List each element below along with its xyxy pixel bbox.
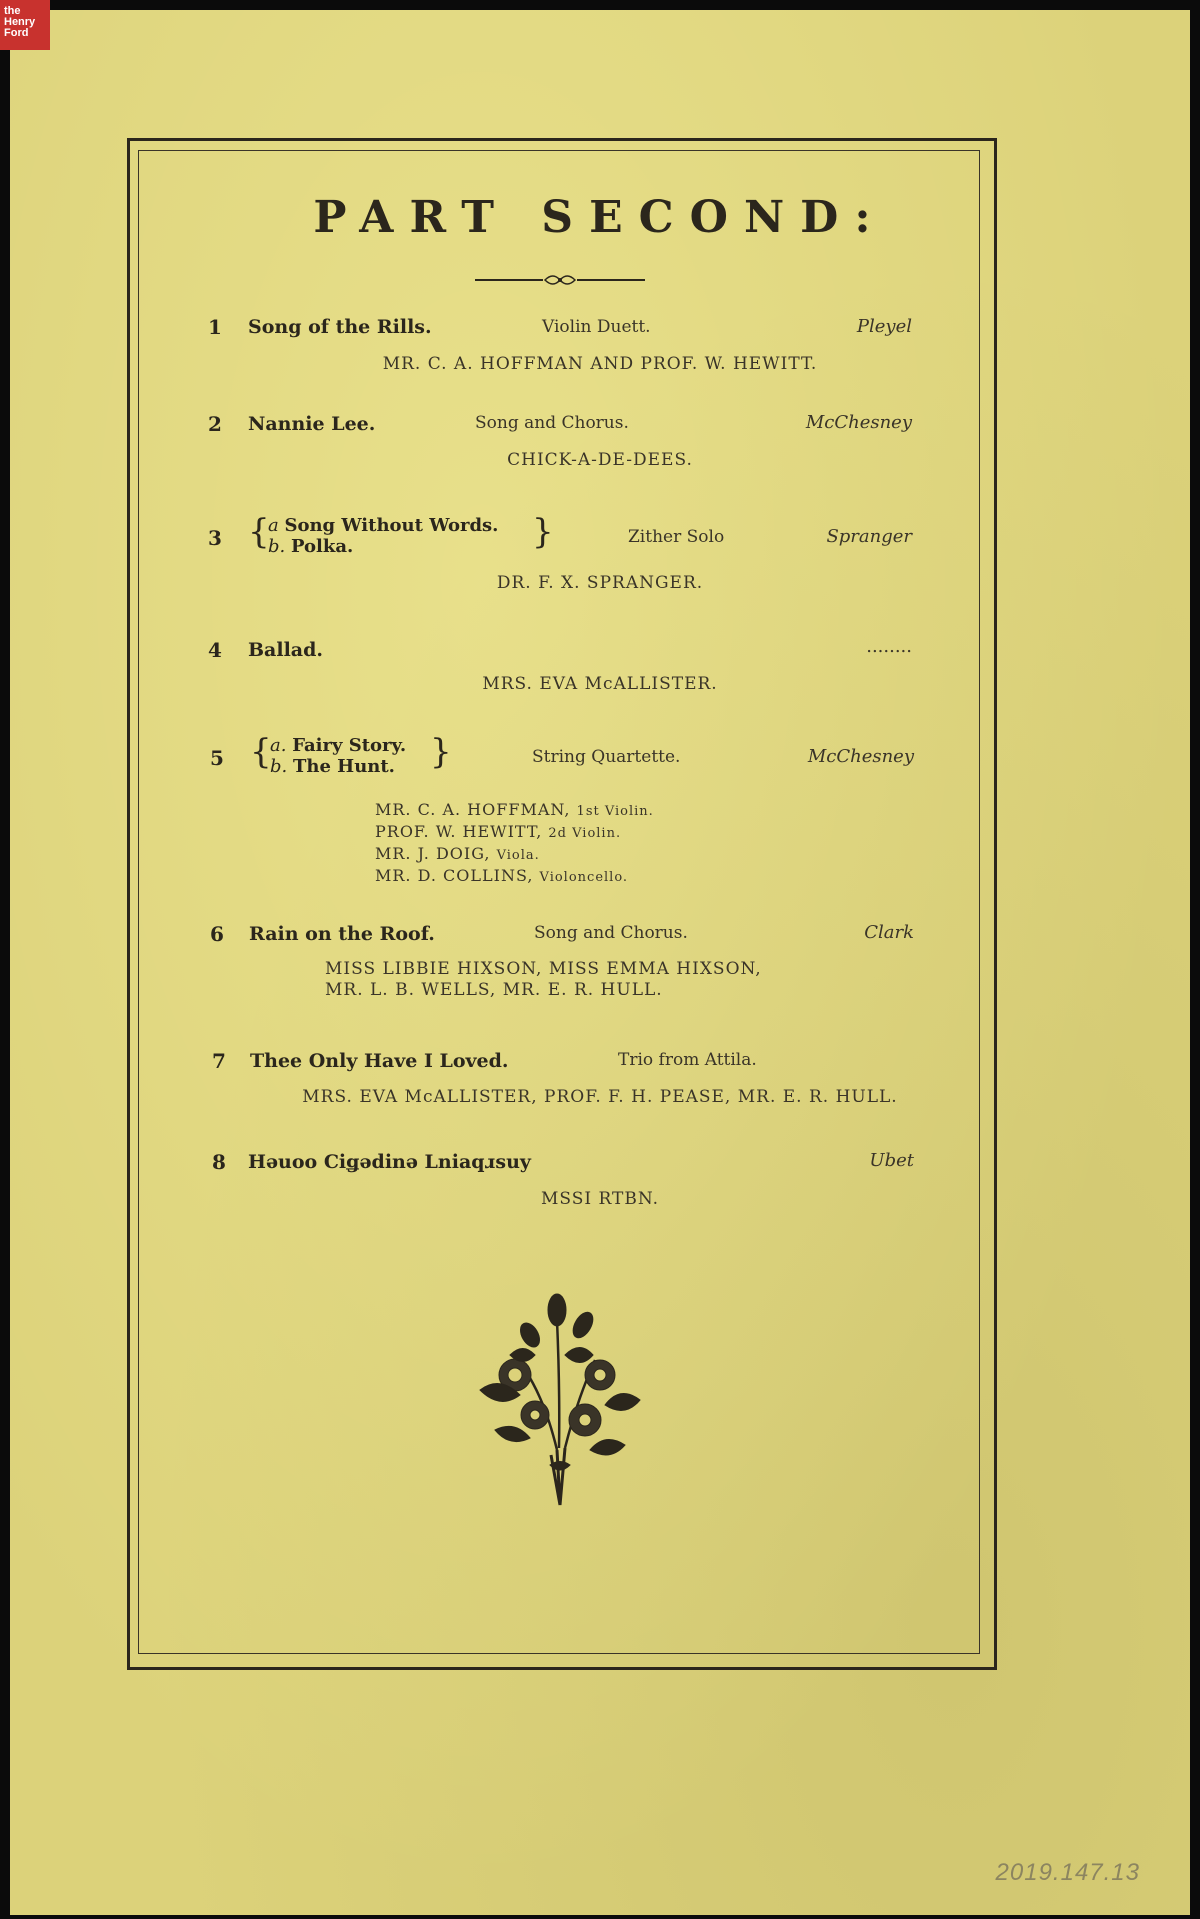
item-3-sub-a-mark: a (268, 515, 279, 536)
item-5-right-brace: } (430, 732, 452, 772)
item-5-sub-a (270, 736, 406, 756)
item-1-performers: MR. C. A. HOFFMAN AND PROF. W. HEWITT. (382, 354, 818, 374)
performer-name: MR. D. COLLINS, (375, 866, 534, 885)
item-4-composer: ........ (866, 636, 912, 657)
item-3-sub-b-mark: b. (268, 536, 286, 557)
item-6-number: 6 (210, 922, 224, 946)
item-5-kind: String Quartette. (532, 747, 681, 767)
item-2-performers: CHICK-A-DE-DEES. (507, 450, 693, 470)
item-1-title: Song of the Rills. (248, 316, 432, 338)
item-3-number: 3 (208, 526, 222, 550)
item-8-title: Hǝuoo Ciǥǝdinǝ Lniaqɹsuy (248, 1151, 531, 1173)
item-3-performers: DR. F. X. SPRANGER. (496, 573, 704, 593)
item-5-number: 5 (210, 746, 224, 770)
item-5-sub-a-mark: a. (270, 735, 287, 756)
item-7-kind: Trio from Attila. (618, 1050, 757, 1070)
item-4-performers: MRS. EVA McALLISTER. (482, 674, 718, 694)
item-3-composer: Spranger (826, 526, 912, 547)
item-7-performers: MRS. EVA McALLISTER, PROF. F. H. PEASE, MR. E. R. HULL. (302, 1087, 898, 1107)
item-5-sub-b-title: The Hunt. (292, 756, 395, 777)
item-5-composer: McChesney (807, 746, 914, 767)
item-5-performer-list (375, 800, 654, 888)
item-1-kind: Violin Duett. (542, 317, 651, 337)
item-5-sub-b-mark: b. (270, 756, 288, 777)
item-7-title: Thee Only Have I Loved. (250, 1050, 509, 1072)
performer-role: 1st Violin. (576, 804, 654, 819)
flower-bouquet-icon (465, 1280, 655, 1510)
performer-name: MR. J. DOIG, (375, 844, 491, 863)
item-4-title: Ballad. (248, 639, 324, 661)
logo-line-2: Henry (4, 16, 36, 28)
page-title: PART SECOND: (313, 192, 887, 243)
performer-role: 2d Violin. (548, 826, 622, 841)
item-5-performer-1 (375, 800, 654, 822)
item-5-sub-a-title: Fairy Story. (292, 735, 407, 756)
catalog-number: 2019.147.13 (995, 1859, 1140, 1886)
item-3-left-brace: { (248, 512, 270, 552)
performer-role: Violoncello. (539, 870, 629, 885)
item-8-performers: MSSI RTBN. (540, 1189, 660, 1209)
item-5-performer-3 (375, 844, 654, 866)
item-6-composer: Clark (864, 922, 914, 943)
item-3-sub-a (268, 516, 498, 536)
item-6-title: Rain on the Roof. (249, 923, 435, 945)
item-2-composer: McChesney (805, 412, 912, 433)
item-5-performer-4 (375, 866, 654, 888)
performer-name: MR. C. A. HOFFMAN, (375, 800, 571, 819)
divider-ornament-icon (475, 272, 645, 288)
item-8-composer: Ubet (869, 1150, 914, 1171)
item-6-performers-line-2: MR. L. B. WELLS, MR. E. R. HULL. (325, 980, 663, 1000)
logo-line-1: the (4, 5, 21, 17)
item-5-sub-b (270, 757, 395, 777)
item-3-sub-b (268, 537, 353, 557)
henry-ford-logo (0, 0, 50, 50)
item-7-number: 7 (212, 1049, 226, 1073)
item-3-kind: Zither Solo (628, 527, 725, 547)
item-1-number: 1 (208, 315, 222, 339)
item-2-title: Nannie Lee. (248, 413, 376, 435)
performer-name: PROF. W. HEWITT, (375, 822, 543, 841)
item-8-number: 8 (212, 1150, 226, 1174)
performer-role: Viola. (496, 848, 540, 863)
item-5-performer-2 (375, 822, 654, 844)
item-3-sub-a-title: Song Without Words. (284, 515, 499, 536)
logo-line-3: Ford (4, 27, 29, 39)
item-5-left-brace: { (250, 732, 272, 772)
item-2-number: 2 (208, 412, 222, 436)
item-4-number: 4 (208, 638, 222, 662)
item-1-composer: Pleyel (856, 316, 912, 337)
item-2-kind: Song and Chorus. (475, 413, 629, 433)
item-3-right-brace: } (532, 512, 554, 552)
item-3-sub-b-title: Polka. (290, 536, 354, 557)
item-6-performers-line-1: MISS LIBBIE HIXSON, MISS EMMA HIXSON, (325, 959, 762, 979)
item-6-kind: Song and Chorus. (534, 923, 688, 943)
